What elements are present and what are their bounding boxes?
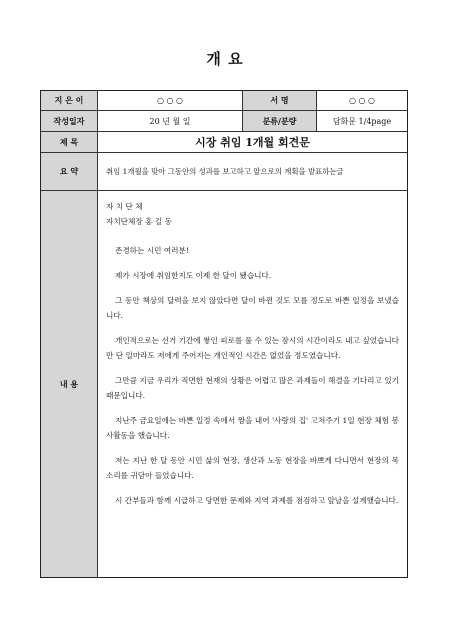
summary-form [40, 90, 408, 578]
subject-label: 제 목 [41, 132, 98, 152]
content-heading-speaker: 자치단체장 홍 길 동 [106, 217, 172, 226]
date-row [41, 111, 407, 132]
content-paragraph: 그만큼 지금 우리가 직면한 현재의 상황은 어렵고 많은 과제들이 해결을 기다리고 있기 때문입니다. [106, 376, 399, 400]
content-paragraph: 저는 지난 한 달 동안 시민 삶의 현장, 생산과 노동 현장을 바쁘게 다니면서 현장의 목소리를 귀담아 들었습니다. [106, 456, 399, 480]
category-label: 분류/분량 [243, 111, 317, 131]
date-label: 작성일자 [41, 111, 98, 131]
content-paragraph: 제가 시장에 취임한지도 이제 한 달이 됐습니다. [115, 271, 272, 280]
signature-label: 서 명 [243, 91, 317, 110]
signature-value: ○ ○ ○ [348, 96, 376, 105]
summary-label: 요 약 [41, 153, 98, 190]
content-heading-org: 자 치 단 체 [106, 202, 143, 211]
author-value: ○ ○ ○ [98, 91, 243, 110]
author-row [41, 91, 407, 111]
summary-value: 취임 1개월을 맞아 그동안의 성과를 보고하고 앞으로의 계획을 발표하는글 [106, 167, 344, 176]
content-paragraph: 지난주 금요일에는 바쁜 일정 속에서 짬을 내어 '사랑의 집' 고쳐주기 1일 현장 체험 봉사활동을 했습니다. [106, 416, 399, 440]
subject-row [41, 132, 407, 153]
content-paragraph: 시 간부들과 함께 시급하고 당면한 문제와 지역 과제를 점검하고 앞날을 설계했습니다. [115, 496, 399, 505]
page-title: 개 요 [206, 50, 244, 68]
summary-row [41, 153, 407, 191]
subject-value: 시장 취임 1개월 회견문 [195, 136, 310, 149]
content-paragraph: 그 동안 책상의 달력을 보지 않았다면 달이 바뀐 것도 모를 정도로 바쁜 일정을 보냈습니다. [106, 296, 399, 320]
content-body [98, 191, 407, 577]
date-value: 20 년 월 일 [98, 111, 243, 131]
author-label: 지 은 이 [41, 91, 98, 110]
content-label: 내 용 [41, 191, 98, 577]
content-paragraph: 개인적으로는 선거 기간에 쌓인 피로를 풀 수 있는 잠시의 시간이라도 내고 싶었습니다만 단 일마라도 저에게 주어지는 개인적인 시간은 없었을 정도였습니다. [106, 336, 399, 360]
content-paragraph: 존경하는 시민 여러분! [115, 246, 189, 255]
category-value: 담화문 1/4page [332, 116, 392, 126]
